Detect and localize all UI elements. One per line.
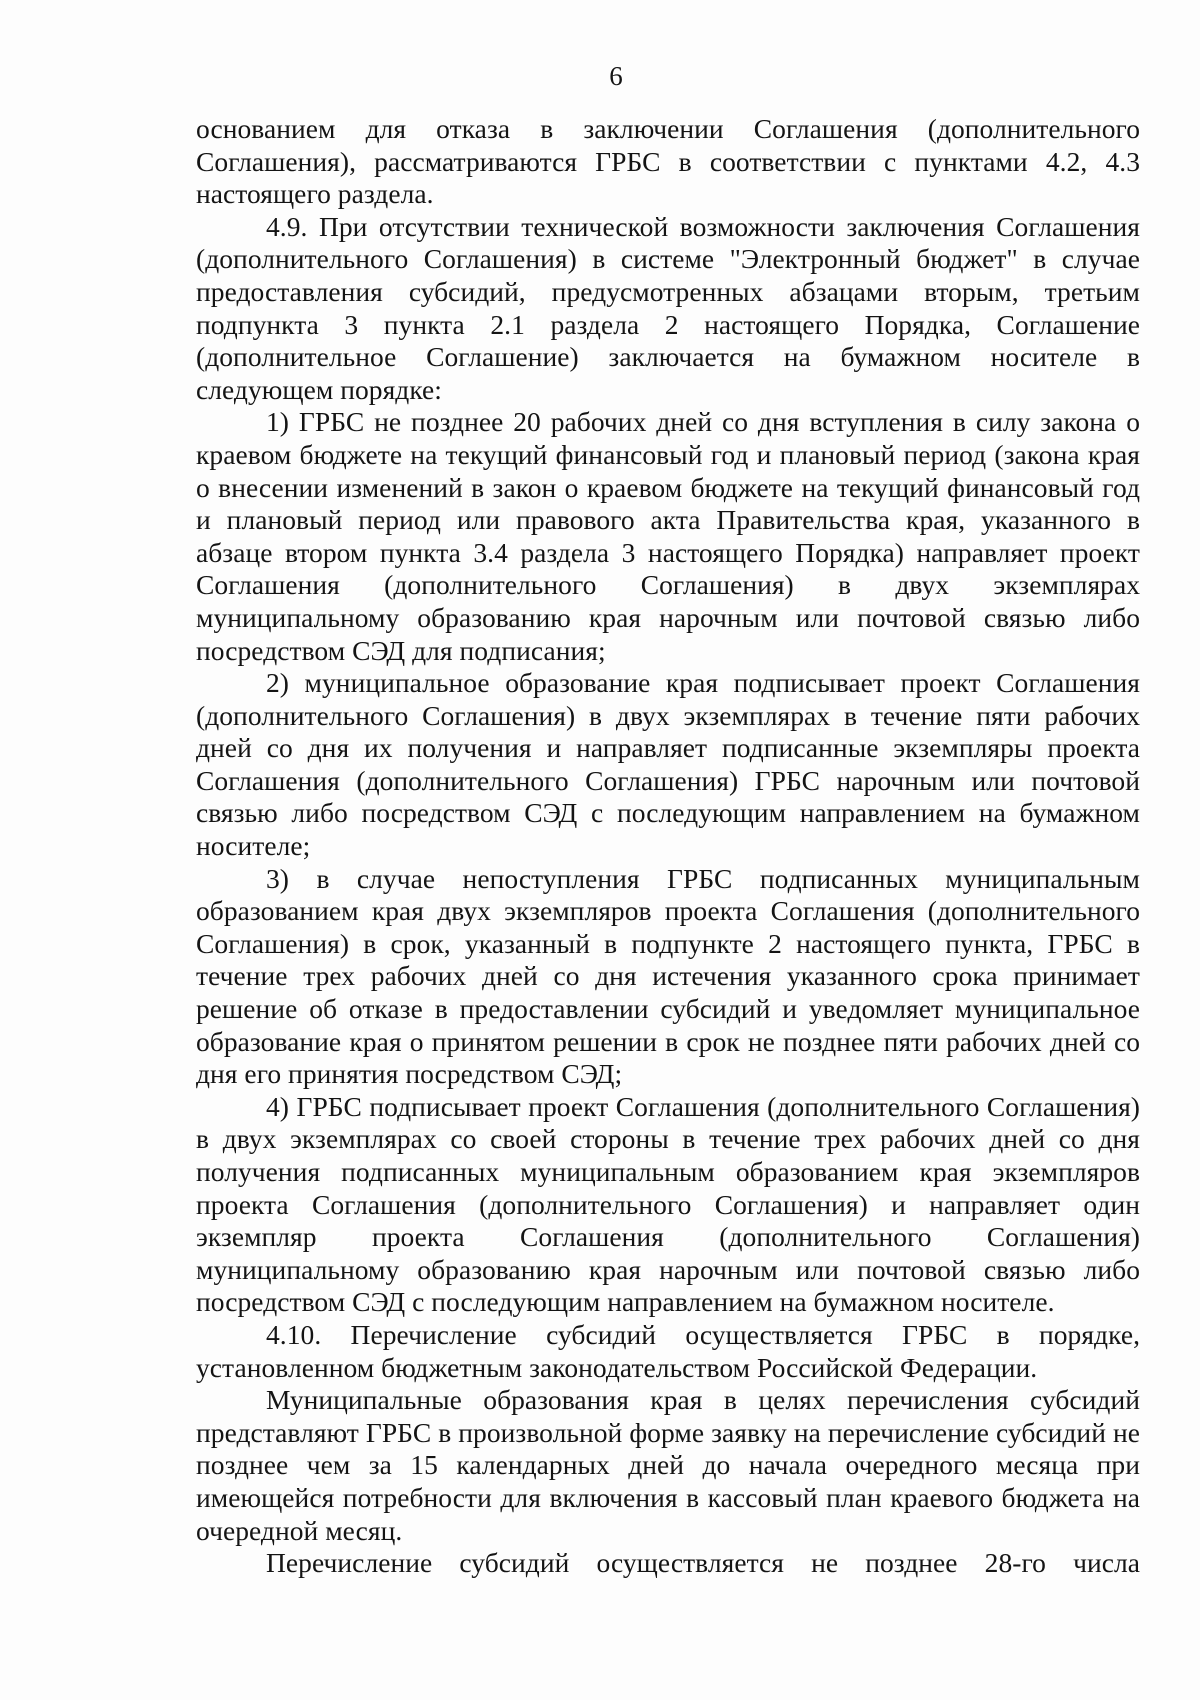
paragraph-4-10: 4.10. Перечисление субсидий осуществляется ГРБС в порядке, установленном бюджетным законодательством Российской Федерации. [196,1318,1140,1383]
page-number: 6 [609,61,623,91]
paragraph-4-9-item-4: 4) ГРБС подписывает проект Соглашения (дополнительного Соглашения) в двух экземплярах со своей стороны в течение трех рабочих дней со дня получения подписанных муниципальным образованием края экземпляров проекта Соглашения (дополнительного Соглашения) и направляет один экземпляр проекта Соглашения (дополнительного Соглашения) муниципальному образованию края нарочным или почтовой связью либо посредством СЭД с последующим направлением на бумажном носителе. [196,1090,1140,1318]
document-body [196,113,1140,1580]
paragraph-transfer-deadline: Перечисление субсидий осуществляется не позднее 28-го числа [266,1547,1140,1579]
paragraph-4-9-item-1: 1) ГРБС не позднее 20 рабочих дней со дня вступления в силу закона о краевом бюджете на текущий финансовый год и плановый период (закона края о внесении изменений в закон о краевом бюджете на текущий финансовый год и плановый период или правового акта Правительства края, указанного в абзаце втором пункта 3.4 раздела 3 настоящего Порядка) направляет проект Соглашения (дополнительного Соглашения) в двух экземплярах муниципальному образованию края нарочным или почтовой связью либо посредством СЭД для подписания; [196,406,1140,666]
paragraph-4-9-item-2: 2) муниципальное образование края подписывает проект Соглашения (дополнительного Соглашения) в двух экземплярах в течение пяти рабочих дней со дня их получения и направляет подписанные экземпляры проекта Соглашения (дополнительного Соглашения) ГРБС нарочным или почтовой связью либо посредством СЭД с последующим направлением на бумажном носителе; [196,667,1140,862]
paragraph-4-9-item-3: 3) в случае непоступления ГРБС подписанных муниципальным образованием края двух экземпляров проекта Соглашения (дополнительного Соглашения) в срок, указанный в подпункте 2 настоящего пункта, ГРБС в течение трех рабочих дней со дня истечения указанного срока принимает решение об отказе в предоставлении субсидий и уведомляет муниципальное образование края о принятом решении в срок не позднее пяти рабочих дней со дня его принятия посредством СЭД; [196,862,1140,1090]
paragraph-municipal-request: Муниципальные образования края в целях перечисления субсидий представляют ГРБС в произвольной форме заявку на перечисление субсидий не позднее чем за 15 календарных дней до начала очередного месяца при имеющейся потребности для включения в кассовый план краевого бюджета на очередной месяц. [196,1384,1140,1546]
paragraph-continuation: основанием для отказа в заключении Соглашения (дополнительного Соглашения), рассматриваются ГРБС в соответствии с пунктами 4.2, 4.3 настоящего раздела. [196,113,1140,210]
paragraph-4-9: 4.9. При отсутствии технической возможности заключения Соглашения (дополнительного Соглашения) в системе "Электронный бюджет" в случае предоставления субсидий, предусмотренных абзацами вторым, третьим подпункта 3 пункта 2.1 раздела 2 настоящего Порядка, Соглашение (дополнительное Соглашение) заключается на бумажном носителе в следующем порядке: [196,210,1140,405]
